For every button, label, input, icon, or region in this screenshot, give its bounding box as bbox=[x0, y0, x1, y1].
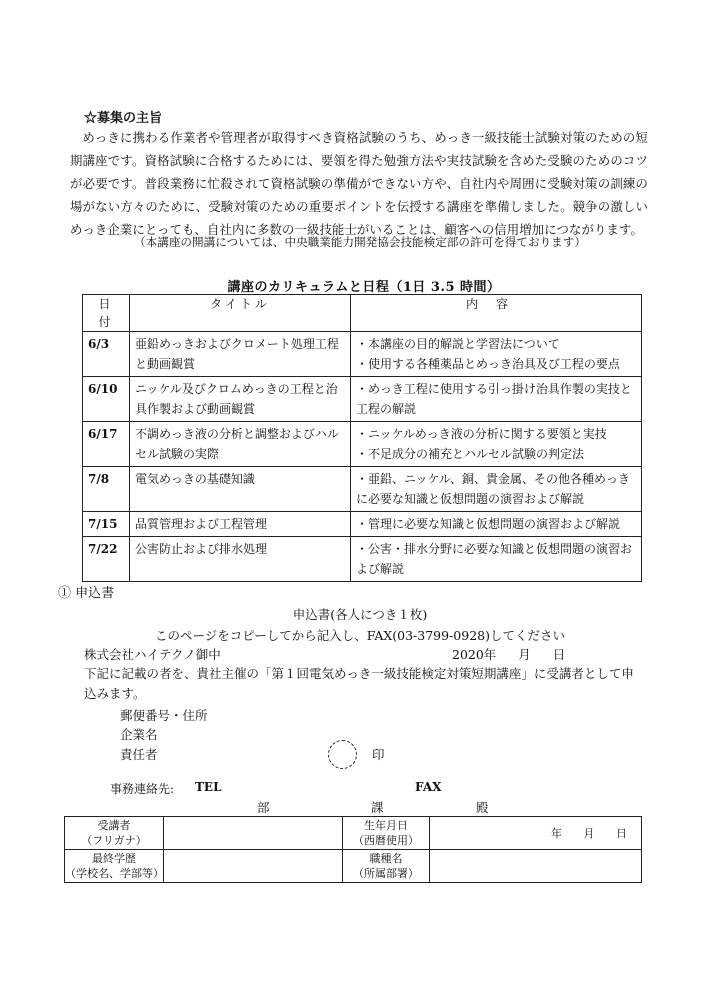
birth-year-unit: 年 bbox=[551, 826, 562, 840]
header-title: タイトル bbox=[130, 295, 351, 332]
row-content: ・ニッケルめっき液の分析に関する要領と実技 ・不足成分の補充とハルセル試験の判定法 bbox=[351, 422, 642, 467]
row-title: 不調めっき液の分析と調整およびハルセル試験の実際 bbox=[130, 422, 351, 467]
date-month[interactable]: 月 bbox=[518, 647, 531, 662]
birth-day-unit: 日 bbox=[616, 826, 627, 840]
tel-label[interactable]: TEL bbox=[195, 780, 222, 794]
table-row bbox=[83, 467, 642, 512]
dept-label: 部 bbox=[257, 800, 270, 815]
row-title: 電気めっきの基礎知識 bbox=[130, 467, 351, 512]
applicant-table bbox=[64, 816, 642, 883]
table-row bbox=[83, 422, 642, 467]
furigana-label: （フリガナ） bbox=[81, 834, 147, 847]
intro-paragraph: めっきに携わる作業者や管理者が取得すべき資格試験のうち、めっき一級技能士試験対策のための短期講座です。資格試験に合格するためには、要領を得た勉強方法や実技試験を含めた受験のためのコツが必要です。普段業務に忙殺されて資格試験の準備ができない方や、自社内や周囲に受験対策の訓練の場がない方々のために、受験対策のための重要ポイントを伝授する講座を準備しました。競争の激しいめっき企業にとっても、自社内に多数の一級技能士がいることは、顧客への信用増加につながります。 bbox=[70, 130, 648, 237]
table-row bbox=[83, 537, 642, 582]
education-field[interactable] bbox=[164, 850, 343, 883]
row-date: 7/22 bbox=[83, 537, 130, 582]
intro-note: （本講座の開講については、中央職業能力開発協会技能検定部の許可を得ております） bbox=[134, 235, 586, 249]
row-date: 6/17 bbox=[83, 422, 130, 467]
applicant-name-label bbox=[65, 817, 164, 850]
school-note: （学校名、学部等） bbox=[65, 867, 164, 880]
birthdate-label-text: 生年月日 bbox=[364, 819, 408, 832]
header-date: 日 付 bbox=[83, 295, 130, 332]
seal-label: 印 bbox=[372, 747, 385, 762]
contact-label: 事務連絡先: bbox=[110, 782, 175, 796]
row-content: ・管理に必要な知識と仮想問題の演習および解説 bbox=[351, 512, 642, 537]
table-row bbox=[83, 512, 642, 537]
intro-heading: ☆募集の主旨 bbox=[84, 111, 163, 126]
row-title: 品質管理および工程管理 bbox=[130, 512, 351, 537]
row-content: ・亜鉛、ニッケル、銅、貴金属、その他各種めっきに必要な知識と仮想問題の演習および解説 bbox=[351, 467, 642, 512]
row-title: ニッケル及びクロムめっきの工程と治具作製および動画観賞 bbox=[130, 377, 351, 422]
seal-circle bbox=[328, 740, 357, 769]
department-note: （所属部署） bbox=[353, 867, 419, 880]
date-year: 2020年 bbox=[452, 647, 497, 662]
birthdate-field[interactable] bbox=[430, 817, 642, 850]
curriculum-title: 講座のカリキュラムと日程（1日 3.5 時間） bbox=[227, 280, 501, 295]
education-label-text: 最終学歴 bbox=[92, 852, 136, 865]
row-content: ・本講座の目的解説と学習法について ・使用する各種薬品とめっき治具及び工程の要点 bbox=[351, 332, 642, 377]
row-content: ・めっき工程に使用する引っ掛け治具作製の実技と工程の解説 bbox=[351, 377, 642, 422]
address-field-label[interactable]: 郵便番号・住所 bbox=[120, 708, 208, 723]
row-date: 7/8 bbox=[83, 467, 130, 512]
job-label-text: 職種名 bbox=[369, 852, 403, 865]
job-field[interactable] bbox=[430, 850, 642, 883]
date-day[interactable]: 日 bbox=[552, 647, 566, 662]
western-calendar-note: （西暦使用） bbox=[353, 834, 419, 847]
education-label bbox=[65, 850, 164, 883]
curriculum-header-row bbox=[83, 295, 642, 332]
section-unit-label: 課 bbox=[371, 800, 384, 815]
responsible-field-label[interactable]: 責任者 bbox=[120, 747, 158, 762]
table-row bbox=[83, 332, 642, 377]
apply-text: 下記に記載の者を、貴社主催の「第１回電気めっき一級技能検定対策短期講座」に受講者として申込みます。 bbox=[84, 666, 634, 701]
addressee: 株式会社ハイテクノ御中 bbox=[84, 647, 221, 662]
applicant-row-2 bbox=[65, 850, 642, 883]
header-content: 内容 bbox=[351, 295, 642, 332]
curriculum-table bbox=[82, 294, 642, 582]
row-content: ・公害・排水分野に必要な知識と仮想問題の演習および解説 bbox=[351, 537, 642, 582]
section-label: ① 申込書 bbox=[58, 586, 115, 601]
row-title: 亜鉛めっきおよびクロメート処理工程と動画観賞 bbox=[130, 332, 351, 377]
row-date: 7/15 bbox=[83, 512, 130, 537]
applicant-label: 受講者 bbox=[97, 819, 131, 832]
fax-label[interactable]: FAX bbox=[415, 780, 442, 794]
applicant-name-field[interactable] bbox=[164, 817, 343, 850]
applicant-row-1 bbox=[65, 817, 642, 850]
row-date: 6/10 bbox=[83, 377, 130, 422]
table-row bbox=[83, 377, 642, 422]
date-line bbox=[452, 645, 565, 663]
form-instruction: このページをコピーしてから記入し、FAX(03-3799-0928)してください bbox=[155, 628, 565, 643]
birthdate-label bbox=[343, 817, 430, 850]
row-date: 6/3 bbox=[83, 332, 130, 377]
birth-month-unit: 月 bbox=[583, 826, 595, 840]
form-title: 申込書(各人につき１枚) bbox=[292, 607, 428, 622]
job-label bbox=[343, 850, 430, 883]
row-title: 公害防止および排水処理 bbox=[130, 537, 351, 582]
honorific-label: 殿 bbox=[476, 800, 489, 815]
company-field-label[interactable]: 企業名 bbox=[120, 727, 158, 742]
